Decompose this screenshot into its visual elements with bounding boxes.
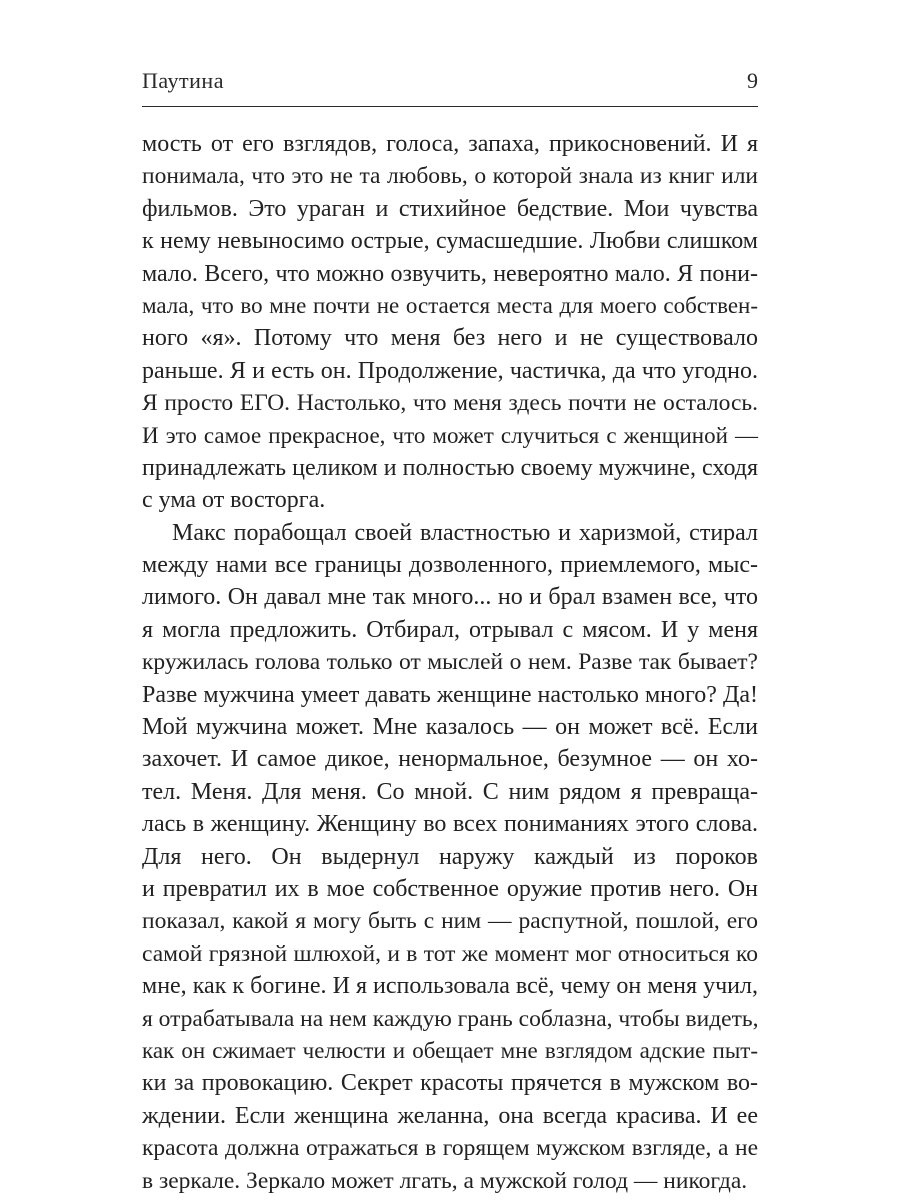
text-line: к нему невыносимо острые, сумасшедшие. Любви слишком	[142, 228, 758, 255]
text-line: мость от его взглядов, голоса, запаха, прикосновений. И я	[142, 131, 758, 157]
text-line: ки за провокацию. Секрет красоты прячется в мужском во-	[142, 1070, 758, 1097]
text-line: мала, что во мне почти не остается места для моего собствен-	[142, 292, 758, 318]
running-header	[142, 64, 758, 104]
text-line: лась в женщину. Женщину во всех пониманиях этого слова.	[142, 811, 758, 838]
text-line: захочет. И самое дикое, ненормальное, безумное — он хо-	[142, 746, 758, 773]
text-line: я отрабатывала на нем каждую грань соблазна, чтобы видеть,	[142, 1005, 759, 1032]
text-line: кружилась голова только от мыслей о нем. Разве так бывает?	[142, 649, 758, 676]
text-line: я могла предложить. Отбирал, отрывал с мясом. И у меня	[142, 616, 758, 643]
running-title: Паутина	[142, 68, 224, 93]
paragraph-last-line: с ума от восторга.	[142, 487, 326, 514]
text-line: Для него. Он выдернул наружу каждый из пороков	[142, 843, 758, 870]
paragraph-last-line: в зеркале. Зеркало может лгать, а мужской голод — никогда.	[142, 1167, 748, 1194]
text-line: ждении. Если женщина желанна, она всегда красива. И ее	[142, 1102, 758, 1129]
text-line: красота должна отражаться в горящем мужском взгляде, а не	[142, 1135, 758, 1162]
text-line: фильмов. Это ураган и стихийное бедствие. Мои чувства	[142, 195, 758, 222]
text-line: Разве мужчина умеет давать женщине настолько много? Да!	[142, 681, 758, 708]
header-rule	[142, 106, 758, 107]
text-line: мне, как к богине. И я использовала всё, чему он меня учил,	[142, 973, 758, 1000]
text-line: самой грязной шлюхой, и в тот же момент мог относиться ко	[142, 940, 758, 967]
page-number: 9	[747, 68, 758, 93]
paragraph-first-line: Макс порабощал своей властностью и харизмой, стирал	[172, 519, 758, 546]
text-line: лимого. Он давал мне так много... но и брал взамен все, что	[142, 584, 758, 611]
text-line: как он сжимает челюсти и обещает мне взглядом адские пыт-	[142, 1037, 758, 1063]
text-line: показал, какой я могу быть с ним — распутной, пошлой, его	[142, 908, 758, 935]
text-line: мало. Всего, что можно озвучить, невероятно мало. Я пони-	[142, 260, 758, 287]
text-line: и превратил их в мое собственное оружие против него. Он	[142, 875, 758, 902]
text-line: Я просто ЕГО. Настолько, что меня здесь почти не осталось.	[142, 390, 758, 417]
text-line: Мой мужчина может. Мне казалось — он может всё. Если	[142, 714, 758, 741]
text-line: ного «я». Потому что меня без него и не существовало	[142, 325, 758, 352]
text-line: понимала, что это не та любовь, о которой знала из книг или	[142, 163, 758, 190]
body-text	[142, 128, 758, 1197]
text-line: тел. Меня. Для меня. Со мной. С ним рядом я превраща-	[142, 778, 758, 805]
text-line: принадлежать целиком и полностью своему мужчине, сходя	[142, 454, 758, 481]
text-line: между нами все границы дозволенного, приемлемого, мыс-	[142, 552, 758, 579]
text-line: раньше. Я и есть он. Продолжение, частичка, да что угодно.	[142, 357, 758, 384]
text-line: И это самое прекрасное, что может случиться с женщиной —	[142, 422, 758, 448]
